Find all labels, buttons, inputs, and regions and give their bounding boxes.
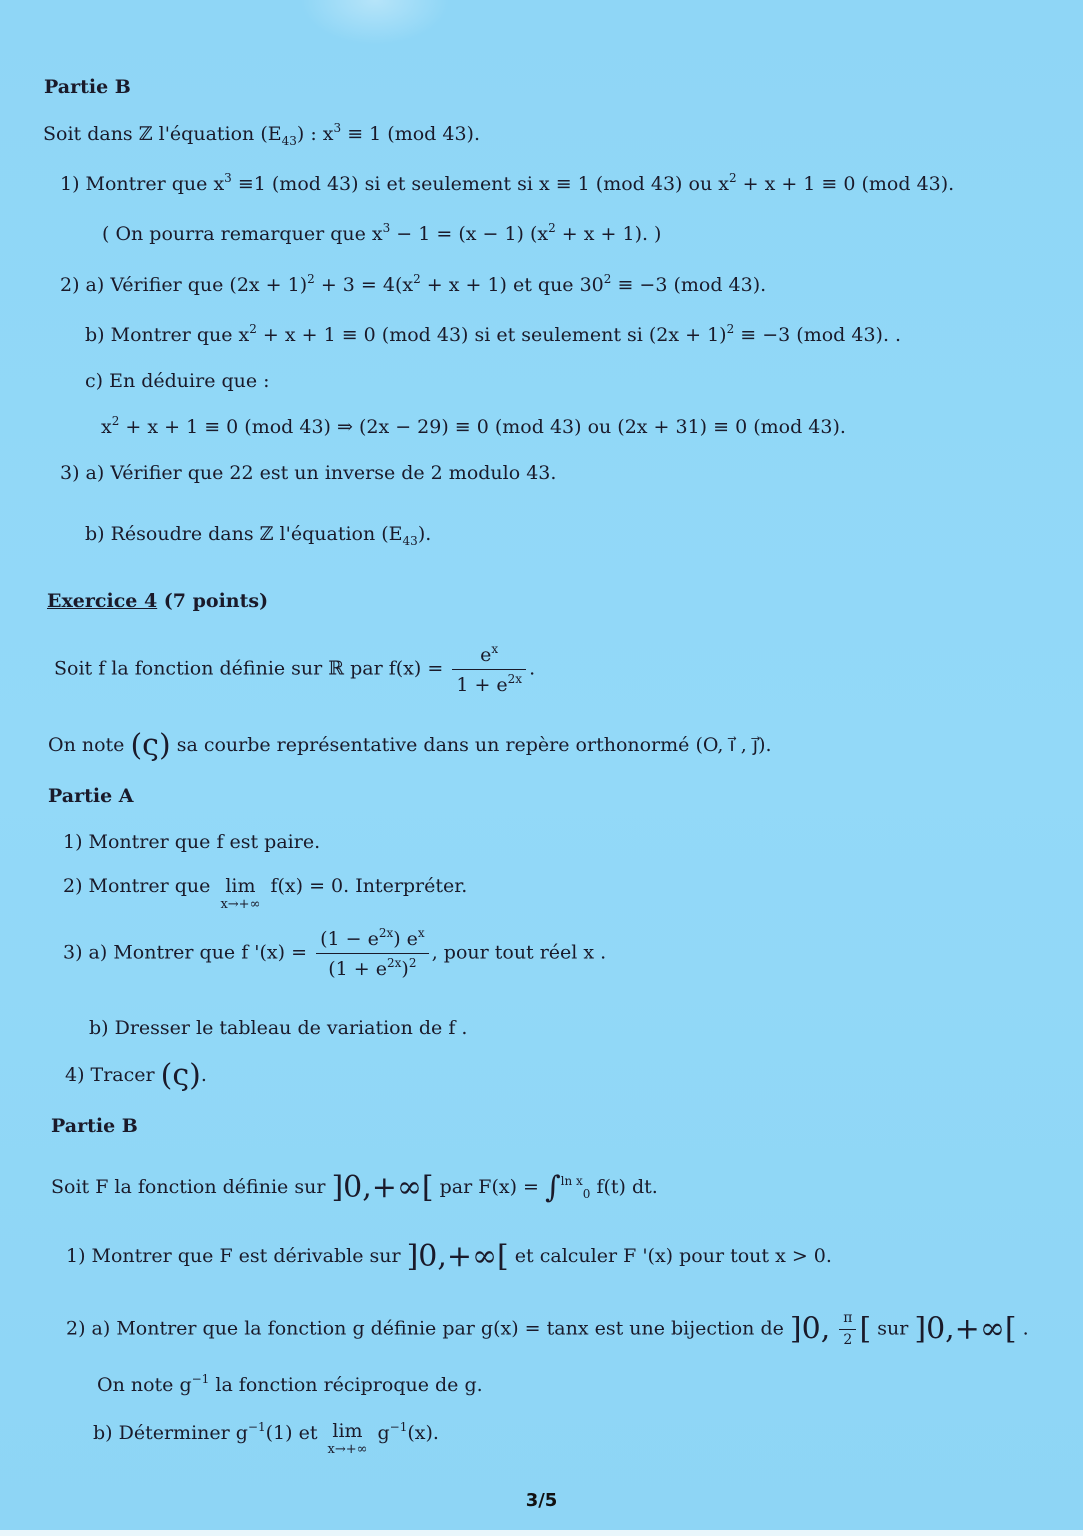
partA-question-3a: 3) a) Montrer que f '(x) = $\frac{(1 - e^{2x}) e^x}{(1 + e^{2x})^2}$ , pour tout réel x .	[63, 926, 607, 980]
exercise-4-heading: Exercice 4 (7 points)	[47, 590, 269, 612]
question-1-hint: ( On pourra remarquer que $x^3 - 1 = (x - 1) (x^2 + x + 1)$. )	[102, 221, 662, 245]
fraction-fprime: $\frac{(1 - e^{2x}) e^x}{(1 + e^{2x})^2}$	[316, 926, 429, 981]
question-2c: c) En déduire que :	[85, 370, 270, 392]
fraction-pi-over-2: $\frac{\pi}{2}$	[839, 1310, 856, 1349]
partA-question-2: 2) Montrer que lim x→+∞ f(x) = 0. Interpréter.	[63, 875, 468, 912]
scan-smudge	[300, 0, 450, 45]
limit: lim x→+∞	[327, 1420, 368, 1457]
partB-question-1: 1) Montrer que F est dérivable sur ]0,+∞[ et calculer F '(x) pour tout x > 0.	[66, 1239, 832, 1274]
section-title-partie-a: Partie A	[48, 785, 134, 807]
partA-question-4: 4) Tracer (ς).	[65, 1058, 207, 1093]
section-title-partie-b: Partie B	[44, 76, 131, 98]
partA-question-1: 1) Montrer que f est paire.	[63, 831, 321, 853]
question-2c-equation: $x^2 + x + 1 \equiv 0$ (mod 43) ⇒ (2x − 29) ≡ 0 (mod 43) ou (2x + 31) ≡ 0 (mod 43).	[101, 414, 846, 438]
fraction-f: $\frac{e^x}{1 + e^{2x}}$	[452, 642, 526, 697]
function-definition: Soit f la fonction définie sur ℝ par f(x) = $\frac{e^x}{1 + e^{2x}}$ .	[54, 642, 536, 696]
curve-definition: On note (ς) sa courbe représentative dans un repère orthonormé (O, i⃗ , j⃗).	[48, 728, 772, 763]
limit: lim x→+∞	[220, 875, 261, 912]
partA-question-3b: b) Dresser le tableau de variation de f .	[89, 1017, 468, 1039]
page-edge	[0, 1530, 1083, 1536]
partB-question-2a: 2) a) Montrer que la fonction g définie par g(x) = tanx est une bijection de ]0, $\frac{\pi}{2}$ [ sur ]0,+∞[ .	[66, 1310, 1029, 1348]
question-1: 1) Montrer que $x^3 \equiv 1$ (mod 43) si et seulement si x ≡ 1 (mod 43) ou $x^2 + x + 1 \equiv 0$ (mod 43).	[60, 171, 955, 195]
question-2b: b) Montrer que $x^2 + x + 1 \equiv 0$ (mod 43) si et seulement si $(2x + 1)^2 \equiv -3$ (mod 43). .	[85, 322, 902, 346]
page-number: 3/5	[525, 1490, 558, 1511]
question-3a: 3) a) Vérifier que 22 est un inverse de 2 modulo 43.	[60, 462, 557, 484]
equation-intro: Soit dans ℤ l'équation $(E_{43})$ : $x^3 \equiv 1$ (mod 43).	[43, 121, 480, 148]
inverse-note: On note $g^{-1}$ la fonction réciproque de g.	[97, 1372, 483, 1396]
question-2a: 2) a) Vérifier que $(2x + 1)^2 + 3 = 4(x^2 + x + 1)$ et que $30^2 \equiv -3$ (mod 43).	[60, 272, 767, 296]
question-3b: b) Résoudre dans ℤ l'équation $(E_{43})$.	[85, 523, 432, 548]
F-definition: Soit F la fonction définie sur ]0,+∞[ par F(x) = ∫$^{ln x}_0$ f(t) dt.	[51, 1170, 658, 1205]
section-title-partie-b-2: Partie B	[51, 1115, 138, 1137]
partB-question-2b: b) Déterminer $g^{-1}(1)$ et lim x→+∞ $g^{-1}(x)$.	[93, 1420, 439, 1457]
